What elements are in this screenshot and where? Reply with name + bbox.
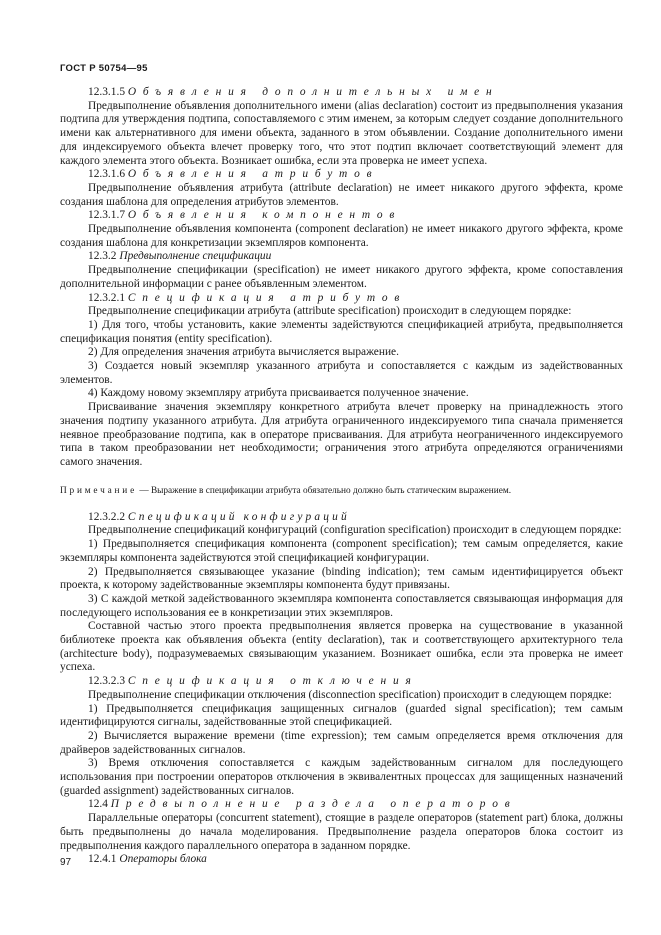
section-title: Объявления компонентов [127,209,402,222]
section-heading [60,511,623,525]
paragraph: Предвыполнение спецификации (specification) не имеет никакого другого эффекта, кроме сопоставления дополнительной информации с ранее объявленным элементом. [60,264,623,290]
section-number: 12.4 [88,798,108,811]
note-label: Примечание [60,485,137,496]
section-heading [60,798,623,812]
section-heading [60,168,623,182]
paragraph: Предвыполнение объявления компонента (component declaration) не имеет никакого другого эффекта, кроме создания шаблона для конкретизации экземпляров компонента. [60,223,623,249]
paragraph: 1) Для того, чтобы установить, какие элементы задействуются спецификацией атрибута, предвыполняется спецификация понятия (entity specification). [60,318,623,345]
note [60,485,623,497]
section-number: 12.3.1.6 [88,168,126,181]
paragraph: Предвыполнение объявления дополнительного имени (alias declaration) состоит из предвыполнения указания подтипа для утверждения подтипа, сопоставляемого с этим именем, за которым следует создание дополнительного имени как альтернативного для имени объекта, заданного в этом объявлении. Создание дополнительного имени для индексируемого объекта влечет проверку того, что этот подтип включает соответствующий элемент для каждого элемента этого объекта. Возникает ошибка, если эта проверка не имеет успеха. [60,99,623,167]
page-header: ГОСТ Р 50754—95 [60,63,148,74]
section-number: 12.3.2 [88,250,117,263]
paragraph: Присваивание значения экземпляру конкретного атрибута влечет проверку на принадлежность этого значения подтипу указанного атрибута. Для атрибута ограниченного индексируемого типа сначала применяется неявное преобразование подтипа, как в операторе присваивания. Для атрибута неограниченного индексируемого типа в таком преобразовании нет необходимости; ограничения этого атрибута определяются ограничениями самого значения. [60,401,623,468]
section-heading [60,209,623,223]
section-title: Операторы блока [119,853,207,866]
page-content [60,86,623,867]
section-number: 12.4.1 [88,853,117,866]
paragraph: Предвыполнение объявления атрибута (attribute declaration) не имеет никакого другого эффекта, кроме создания шаблона для определения атрибутов элементов. [60,181,623,208]
section-title: Спецификация отключения [127,675,418,688]
paragraph: 1) Предвыполняется спецификация компонента (component specification); тем самым определяется, какие экземпляры компонента задействуются этой спецификацией конфигурации. [60,538,623,564]
section-number: 12.3.1.7 [88,209,126,222]
paragraph: 2) Вычисляется выражение времени (time expression); тем самым определяется время отключения для драйверов задействованных сигналов. [60,729,623,756]
section-title: Спецификаций конфигураций [127,510,350,523]
section-heading [60,250,623,264]
paragraph: Параллельные операторы (concurrent statement), стоящие в разделе операторов (statement part) блока, должны быть предвыполнены до начала моделирования. Предвыполнение раздела операторов блока состоит из предвыполнения каждого параллельного оператора в заданном порядке. [60,812,623,852]
paragraph: 3) С каждой меткой задействованного экземпляра компонента сопоставляется связывающая информация для последующего использования ее в конкретизации этих экземпляров. [60,592,623,619]
paragraph: Предвыполнение спецификации атрибута (attribute specification) происходит в следующем порядке: [88,305,572,318]
paragraph: 2) Предвыполняется связывающее указание (binding indication); тем самым идентифицируется объект проекта, к которому задействованные экземпляры компонента будут привязаны. [60,565,623,592]
section-title: Спецификация атрибутов [127,291,407,304]
paragraph: 3) Создается новый экземпляр указанного атрибута и сопоставляется с каждым из задействованных элементов. [60,360,623,386]
paragraph: Составной частью этого проекта предвыполнения является проверка на существование в указанной библиотеке проекта как объявления объекта (entity declaration), так и соответствующего архитектурного тела (architecture body), подразумеваемых связывающим указанием. Возникает ошибка, если эта проверка не имеет успеха. [60,620,623,674]
section-number: 12.3.2.2 [88,510,126,523]
section-number: 12.3.2.3 [88,675,126,688]
paragraph: Предвыполнение спецификации отключения (disconnection specification) происходит в следующем порядке: [88,688,612,701]
section-title: Предвыполнение раздела операторов [110,798,517,811]
paragraph: 1) Предвыполняется спецификация защищенных сигналов (guarded signal specification); тем самым идентифицируются сигналы, задействованные этой спецификацией. [60,702,623,729]
paragraph: 2) Для определения значения атрибута вычисляется выражение. [88,346,399,359]
section-heading [60,86,623,100]
section-title: Объявления атрибутов [127,168,379,181]
note-text: — Выражение в спецификации атрибута обязательно должно быть статическим выражением. [139,485,512,496]
section-heading [60,853,623,867]
page-number: 97 [60,857,72,868]
section-heading [60,675,623,689]
section-heading [60,292,623,306]
section-title: Предвыполнение спецификации [119,250,272,263]
paragraph: Предвыполнение спецификаций конфигураций (configuration specification) происходит в следующем порядке: [88,524,622,537]
paragraph: 3) Время отключения сопоставляется с каждым задействованным сигналом для последующего использования при построении операторов отключения в эквивалентных процессах для защищенных назначений (guarded assignment) задействованных сигналов. [60,757,623,797]
paragraph: 4) Каждому новому экземпляру атрибута присваивается полученное значение. [88,387,469,400]
section-title: Объявления дополнительных имен [127,86,499,98]
section-number: 12.3.2.1 [88,291,126,304]
section-number: 12.3.1.5 [88,86,126,98]
